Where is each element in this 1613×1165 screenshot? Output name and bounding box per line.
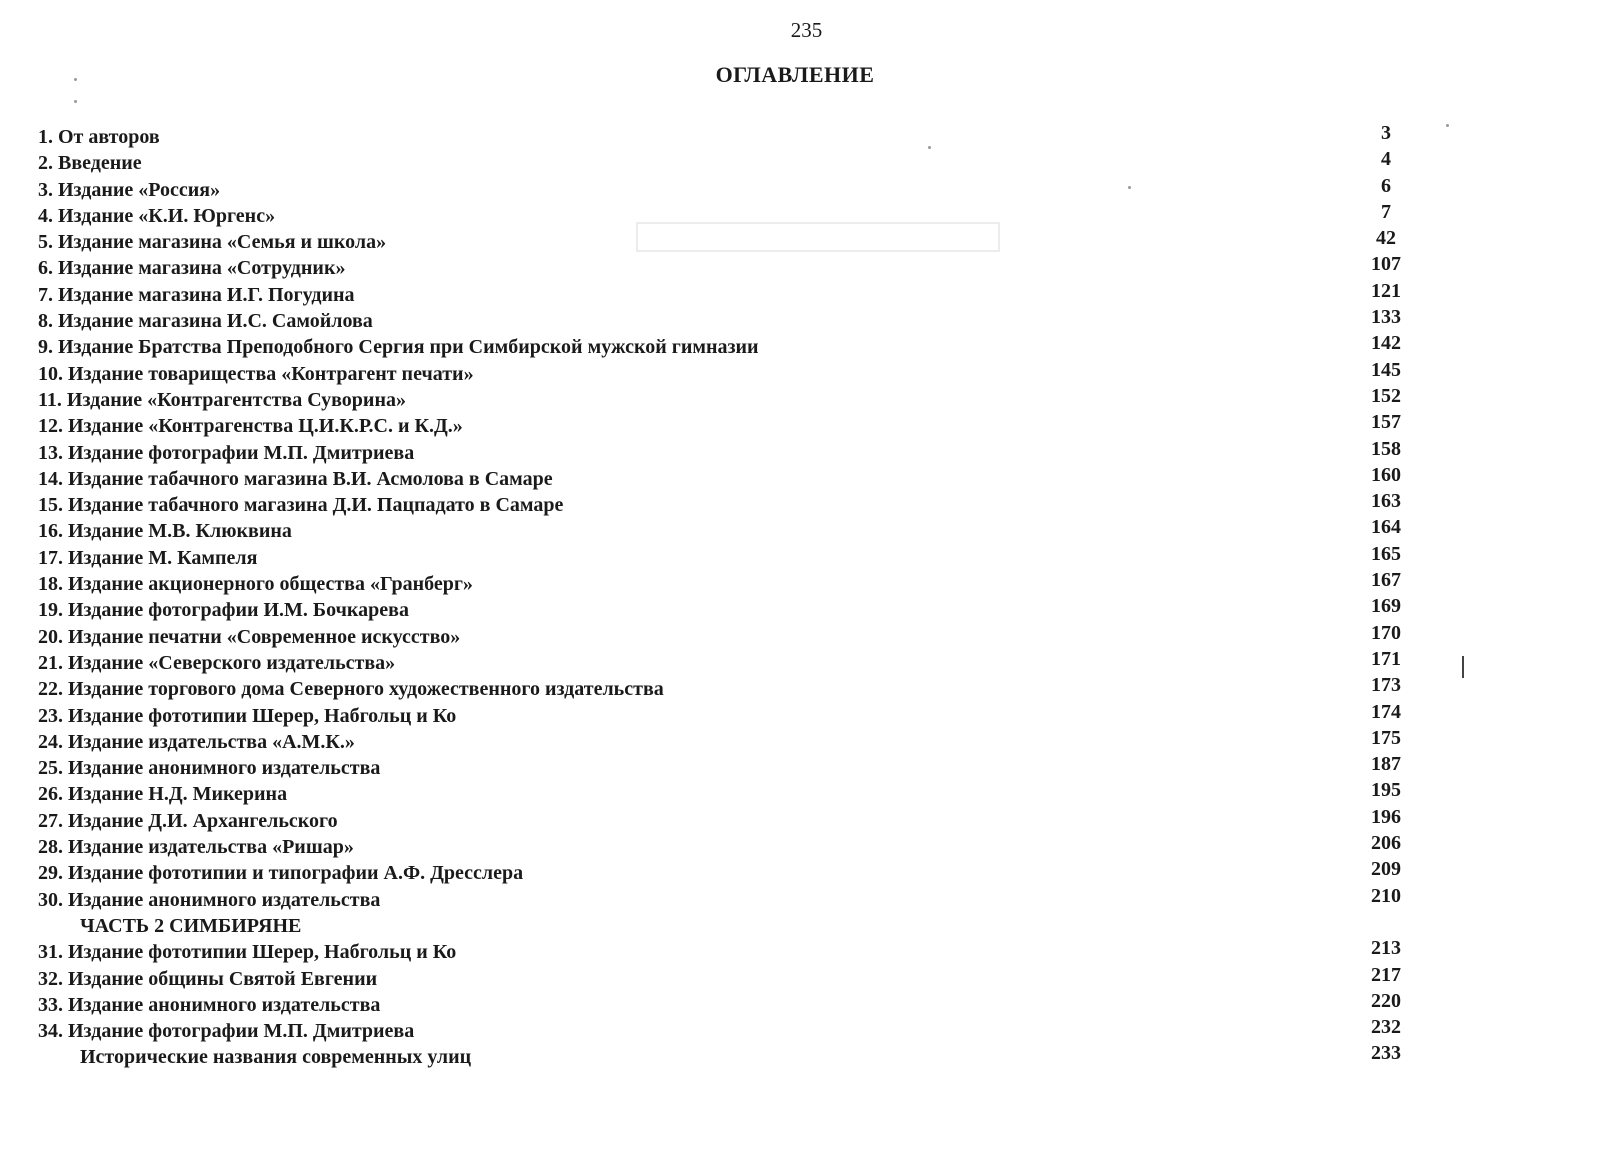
toc-entry-title: Издание магазина И.С. Самойлова bbox=[58, 310, 373, 333]
toc-entry[interactable] bbox=[38, 384, 1418, 413]
toc-entry-page: 213 bbox=[1371, 937, 1401, 960]
toc-entry[interactable] bbox=[38, 1044, 1418, 1070]
toc-entry-title: Издание издательства «А.М.К.» bbox=[68, 730, 355, 753]
toc-entry-number: 11. bbox=[38, 388, 62, 411]
toc-entry-title: Издание М.В. Клюквина bbox=[68, 520, 292, 543]
toc-entry-title: Издание «Контрагенства Ц.И.К.Р.С. и К.Д.» bbox=[68, 415, 463, 438]
toc-entry-number: 2. bbox=[38, 152, 53, 175]
toc-entry-page: 187 bbox=[1371, 753, 1401, 776]
toc-entry-number: 33. bbox=[38, 993, 63, 1016]
toc-entry-page: 121 bbox=[1371, 279, 1401, 302]
toc-entry-number: 30. bbox=[38, 888, 63, 911]
toc-entry-number: 18. bbox=[38, 573, 63, 596]
toc-entry-number: 29. bbox=[38, 862, 63, 885]
toc-entry[interactable] bbox=[38, 884, 1418, 913]
toc-entry-number: 8. bbox=[38, 310, 53, 333]
toc-entry-title: Издание анонимного издательства bbox=[68, 757, 381, 780]
toc-entry-page: 6 bbox=[1381, 174, 1391, 197]
toc-entry-page: 232 bbox=[1371, 1016, 1401, 1039]
toc-entry[interactable] bbox=[38, 518, 1418, 544]
toc-entry[interactable] bbox=[38, 700, 1418, 729]
toc-entry-title: Издание фотографии И.М. Бочкарева bbox=[68, 599, 409, 622]
toc-entry-number: 14. bbox=[38, 467, 63, 490]
toc-entry[interactable] bbox=[38, 437, 1418, 466]
toc-entry-page: 173 bbox=[1371, 674, 1401, 697]
paper-speck bbox=[1446, 124, 1449, 127]
toc-entry[interactable] bbox=[38, 229, 1418, 255]
toc-entry[interactable] bbox=[38, 542, 1418, 571]
toc-entry[interactable] bbox=[38, 621, 1418, 650]
toc-entry-page: 195 bbox=[1371, 779, 1401, 802]
toc-entry[interactable] bbox=[38, 989, 1418, 1018]
toc-entry-title: Издание печатни «Современное искусство» bbox=[68, 625, 461, 648]
toc-entry[interactable] bbox=[38, 781, 1418, 807]
toc-entry-title: Издание Н.Д. Микерина bbox=[68, 783, 288, 806]
paper-speck bbox=[74, 78, 77, 81]
toc-entry-title: Издание фототипии Шерер, Набгольц и Ко bbox=[68, 941, 457, 964]
toc-entry-number: 34. bbox=[38, 1020, 63, 1043]
toc-entry-page: 142 bbox=[1371, 332, 1401, 355]
toc-entry-title: Издание торгового дома Северного художественного издательства bbox=[68, 678, 664, 701]
toc-entry-number: 15. bbox=[38, 494, 63, 517]
toc-entry[interactable] bbox=[38, 358, 1418, 387]
toc-entry-title: Издание магазина И.Г. Погудина bbox=[58, 283, 355, 306]
toc-entry-page: 169 bbox=[1371, 595, 1401, 618]
toc-entry-title: Издание общины Святой Евгении bbox=[68, 967, 378, 990]
toc-entry[interactable] bbox=[38, 334, 1418, 360]
toc-entry-number: 4. bbox=[38, 204, 53, 227]
toc-entry-title: Издание «Контрагентства Суворина» bbox=[66, 388, 406, 411]
toc-entry-title: Введение bbox=[58, 152, 142, 175]
toc-entry-number: 17. bbox=[38, 546, 63, 569]
toc-entry-title: Издание магазина «Семья и школа» bbox=[58, 231, 387, 254]
toc-entry-number: 16. bbox=[38, 520, 63, 543]
toc-entry-number: 28. bbox=[38, 836, 63, 859]
toc-entry-number: 27. bbox=[38, 809, 63, 832]
toc-entry-page: 42 bbox=[1376, 227, 1396, 250]
toc-entry-number: 21. bbox=[38, 651, 63, 674]
toc-entry-number: 12. bbox=[38, 415, 63, 438]
toc-entry-title: Издание фотографии М.П. Дмитриева bbox=[68, 1020, 415, 1043]
toc-entry[interactable] bbox=[38, 492, 1418, 518]
toc-entry-page: 157 bbox=[1371, 411, 1401, 434]
toc-entry-page: 7 bbox=[1381, 200, 1391, 223]
toc-entry-number: 10. bbox=[38, 362, 63, 385]
toc-entry[interactable] bbox=[38, 150, 1418, 176]
toc-entry-page: 220 bbox=[1371, 989, 1401, 1012]
toc-entry-number: 31. bbox=[38, 941, 63, 964]
toc-entry-title: Издание анонимного издательства bbox=[68, 993, 381, 1016]
toc-entry[interactable] bbox=[38, 676, 1418, 702]
toc-entry-page: 174 bbox=[1371, 700, 1401, 723]
toc-entry-page: 145 bbox=[1371, 358, 1401, 381]
toc-entry[interactable] bbox=[38, 913, 1418, 939]
toc-entry[interactable] bbox=[38, 805, 1418, 834]
toc-entry-page: 163 bbox=[1371, 490, 1401, 513]
toc-entry[interactable] bbox=[38, 860, 1418, 886]
toc-entry-title: Издание акционерного общества «Гранберг» bbox=[68, 573, 473, 596]
toc-entry-page: 217 bbox=[1371, 963, 1401, 986]
toc-entry[interactable] bbox=[38, 1018, 1418, 1044]
toc-entry-page: 158 bbox=[1371, 437, 1401, 460]
toc-entry-page: 175 bbox=[1371, 726, 1401, 749]
toc-entry-page: 206 bbox=[1371, 832, 1401, 855]
toc-entry-title: Издание «Северского издательства» bbox=[68, 651, 396, 674]
toc-entry[interactable] bbox=[38, 726, 1418, 755]
toc-entry-page: 196 bbox=[1371, 805, 1401, 828]
toc-entry-number: 5. bbox=[38, 231, 53, 254]
toc-entry-title: ЧАСТЬ 2 СИМБИРЯНЕ bbox=[80, 914, 302, 937]
toc-entry-number: 22. bbox=[38, 678, 63, 701]
toc-entry-page: 171 bbox=[1371, 647, 1401, 670]
toc-entry-title: Издание «Россия» bbox=[58, 178, 221, 201]
toc-entry-number: 1. bbox=[38, 126, 53, 148]
toc-entry-page: 152 bbox=[1371, 384, 1401, 407]
toc-entry[interactable] bbox=[38, 174, 1418, 203]
page-number: 235 bbox=[790, 18, 823, 42]
toc-entry-title: Издание товарищества «Контрагент печати» bbox=[68, 362, 474, 385]
toc-entry-number: 9. bbox=[38, 336, 53, 359]
toc-entry-title: Издание табачного магазина Д.И. Пацпадато в Самаре bbox=[68, 494, 564, 517]
page-title: ОГЛАВЛЕНИЕ bbox=[715, 62, 875, 87]
toc-entry-title: Издание Д.И. Архангельского bbox=[68, 809, 338, 832]
toc-entry-title: Издание издательства «Ришар» bbox=[68, 836, 354, 859]
toc-entry-page: 170 bbox=[1371, 621, 1401, 644]
toc-entry-title: Издание анонимного издательства bbox=[68, 888, 381, 911]
toc-entry[interactable] bbox=[38, 200, 1418, 229]
toc-entry[interactable] bbox=[38, 571, 1418, 597]
toc-entry-number: 23. bbox=[38, 704, 63, 727]
toc-entry[interactable] bbox=[38, 939, 1418, 965]
toc-entry[interactable] bbox=[38, 597, 1418, 623]
toc-entry-title: Издание табачного магазина В.И. Асмолова в Самаре bbox=[68, 467, 553, 490]
toc-entry-title: Издание М. Кампеля bbox=[68, 546, 258, 569]
paper-speck bbox=[74, 100, 77, 103]
toc-entry[interactable] bbox=[38, 963, 1418, 992]
toc-entry-title: Издание Братства Преподобного Сергия при Симбирской мужской гимназии bbox=[58, 336, 759, 359]
toc-entry[interactable] bbox=[38, 124, 1418, 150]
toc-entry-title: Исторические названия современных улиц bbox=[80, 1046, 472, 1069]
toc-entry-title: Издание фототипии и типографии А.Ф. Дресслера bbox=[68, 862, 524, 885]
toc-entry-page: 107 bbox=[1371, 253, 1401, 276]
toc-entry-page: 160 bbox=[1371, 463, 1401, 486]
toc-entry[interactable] bbox=[38, 647, 1418, 676]
toc-entry-number: 32. bbox=[38, 967, 63, 990]
toc-entry-page: 4 bbox=[1381, 148, 1391, 171]
edge-mark bbox=[1462, 656, 1464, 678]
toc-entry-page: 133 bbox=[1371, 306, 1401, 329]
toc-entry-number: 19. bbox=[38, 599, 63, 622]
toc-entry-number: 20. bbox=[38, 625, 63, 648]
toc-entry-page: 3 bbox=[1381, 122, 1391, 144]
toc-entry[interactable] bbox=[38, 279, 1418, 308]
toc-entry[interactable] bbox=[38, 308, 1418, 334]
toc-entry-number: 25. bbox=[38, 757, 63, 780]
toc-entry-page: 233 bbox=[1371, 1042, 1401, 1065]
toc-entry-number: 7. bbox=[38, 283, 53, 306]
toc-entry-title: Издание магазина «Сотрудник» bbox=[58, 257, 346, 280]
toc-entry[interactable] bbox=[38, 834, 1418, 860]
toc-entry[interactable] bbox=[38, 463, 1418, 492]
toc-entry[interactable] bbox=[38, 755, 1418, 781]
toc-entry-number: 3. bbox=[38, 178, 53, 201]
toc-entry-page: 165 bbox=[1371, 542, 1401, 565]
table-of-contents bbox=[38, 124, 1418, 1071]
toc-entry[interactable] bbox=[38, 413, 1418, 439]
toc-entry-title: Издание фототипии Шерер, Набгольц и Ко bbox=[68, 704, 457, 727]
toc-entry-page: 209 bbox=[1371, 858, 1401, 881]
toc-entry-number: 24. bbox=[38, 730, 63, 753]
toc-entry-number: 6. bbox=[38, 257, 53, 280]
toc-entry[interactable] bbox=[38, 255, 1418, 281]
toc-entry-title: Издание фотографии М.П. Дмитриева bbox=[68, 441, 415, 464]
toc-entry-page: 210 bbox=[1371, 884, 1401, 907]
toc-entry-title: От авторов bbox=[58, 126, 160, 148]
toc-entry-page: 167 bbox=[1371, 569, 1401, 592]
toc-entry-title: Издание «К.И. Юргенс» bbox=[58, 204, 276, 227]
toc-entry-page: 164 bbox=[1371, 516, 1401, 539]
toc-entry-number: 26. bbox=[38, 783, 63, 806]
toc-entry-number: 13. bbox=[38, 441, 63, 464]
